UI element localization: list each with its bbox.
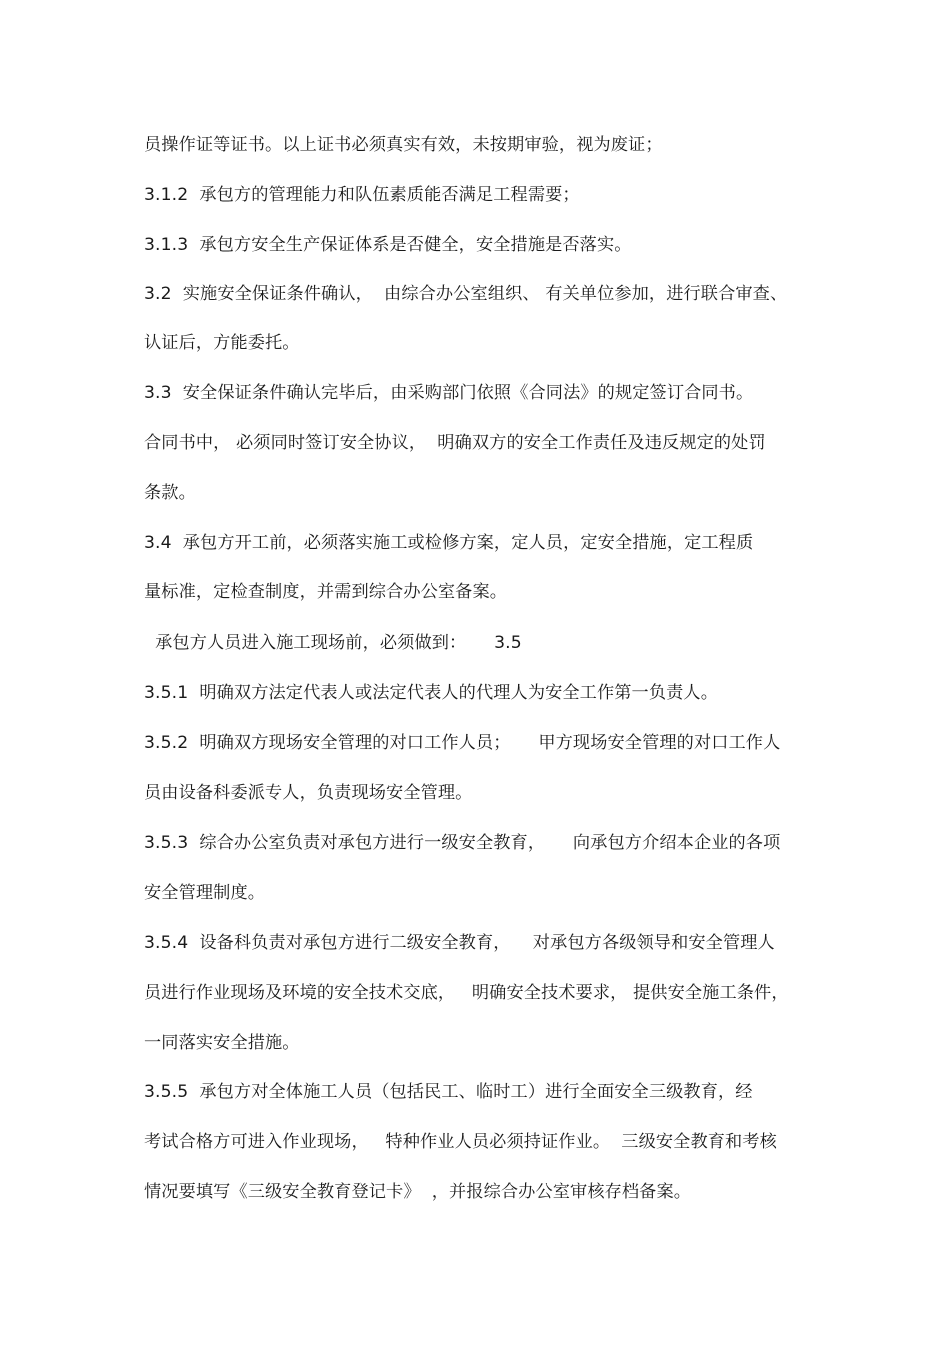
text-line: 3.5.2 明确双方现场安全管理的对口工作人员； 甲方现场安全管理的对口工作人 bbox=[144, 733, 781, 753]
text-line: 3.5.5 承包方对全体施工人员（包括民工、临时工）进行全面安全三级教育，经 bbox=[144, 1082, 753, 1102]
text-line: 3.2 实施安全保证条件确认， 由综合办公室组织、 有关单位参加，进行联合审查、 bbox=[144, 284, 788, 304]
text-line: 安全管理制度。 bbox=[144, 883, 266, 903]
text-line: 条款。 bbox=[144, 483, 196, 503]
text-line: 员操作证等证书。以上证书必须真实有效，未按期审验，视为废证； bbox=[144, 135, 663, 155]
text-line: 3.5.3 综合办公室负责对承包方进行一级安全教育， 向承包方介绍本企业的各项 bbox=[144, 833, 781, 853]
text-line: 3.1.3 承包方安全生产保证体系是否健全，安全措施是否落实。 bbox=[144, 235, 632, 255]
text-line: 3.5.4 设备科负责对承包方进行二级安全教育， 对承包方各级领导和安全管理人 bbox=[144, 933, 775, 953]
text-line: 量标准，定检查制度，并需到综合办公室备案。 bbox=[144, 582, 508, 602]
text-line: 认证后，方能委托。 bbox=[144, 333, 300, 353]
text-line: 3.3 安全保证条件确认完毕后，由采购部门依照《合同法》的规定签订合同书。 bbox=[144, 383, 754, 403]
text-line: 考试合格方可进入作业现场， 特种作业人员必须持证作业。 三级安全教育和考核 bbox=[144, 1132, 777, 1152]
text-line: 承包方人员进入施工现场前，必须做到： 3.5 bbox=[144, 633, 522, 653]
text-line: 一同落实安全措施。 bbox=[144, 1033, 300, 1053]
text-line: 3.1.2 承包方的管理能力和队伍素质能否满足工程需要； bbox=[144, 185, 580, 205]
text-line: 3.5.1 明确双方法定代表人或法定代表人的代理人为安全工作第一负责人。 bbox=[144, 683, 718, 703]
text-line: 情况要填写《三级安全教育登记卡》 ，并报综合办公室审核存档备案。 bbox=[144, 1182, 692, 1202]
text-line: 3.4 承包方开工前，必须落实施工或检修方案，定人员，定安全措施，定工程质 bbox=[144, 533, 754, 553]
text-line: 员进行作业现场及环境的安全技术交底， 明确安全技术要求， 提供安全施工条件， bbox=[144, 983, 789, 1003]
text-line: 合同书中， 必须同时签订安全协议， 明确双方的安全工作责任及违反规定的处罚 bbox=[144, 433, 766, 453]
text-line: 员由设备科委派专人，负责现场安全管理。 bbox=[144, 783, 473, 803]
